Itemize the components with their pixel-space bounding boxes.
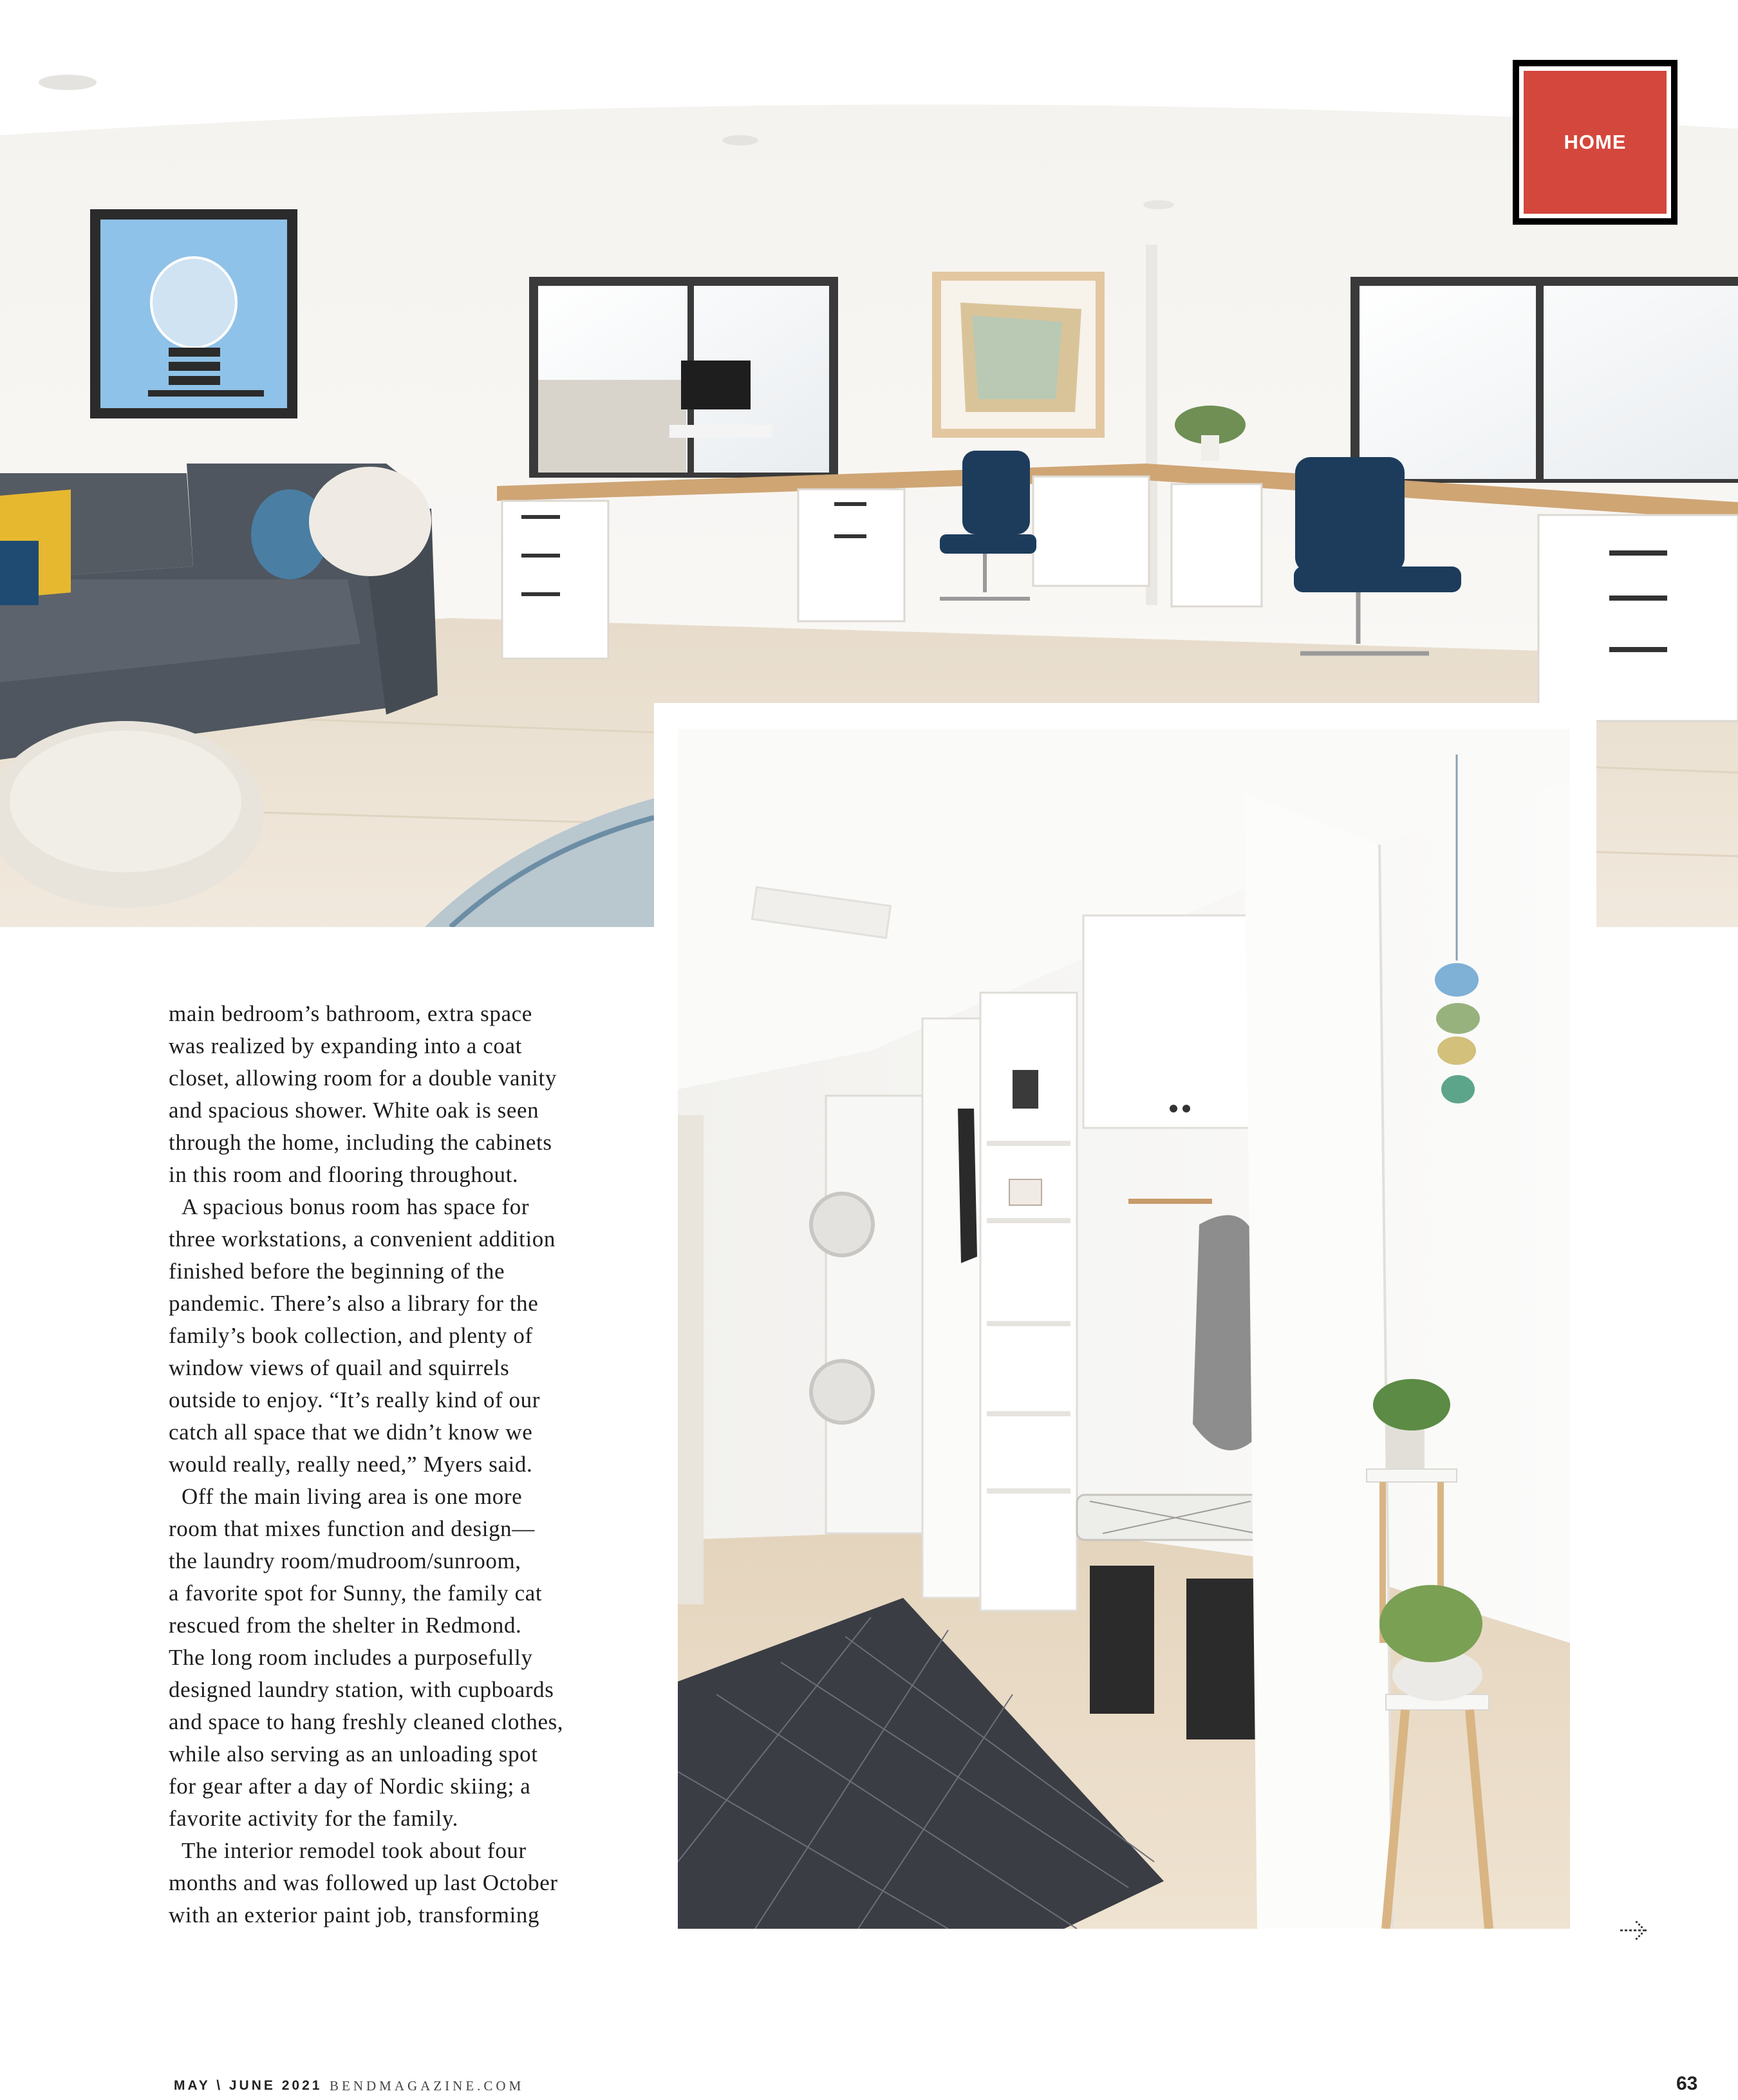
section-badge-label: HOME: [1564, 131, 1627, 153]
footer-issue-date: MAY \ JUNE 2021: [174, 2078, 322, 2093]
footer-website: BENDMAGAZINE.COM: [330, 2078, 525, 2094]
article-line: through the home, including the cabinets: [169, 1130, 552, 1155]
article-line: pandemic. There’s also a library for the: [169, 1291, 539, 1316]
article-line: outside to enjoy. “It’s really kind of our: [169, 1387, 540, 1412]
article-line: main bedroom’s bathroom, extra space: [169, 1001, 532, 1026]
article-line: catch all space that we didn’t know we: [169, 1420, 533, 1445]
article-line: months and was followed up last October: [169, 1870, 558, 1895]
article-line: closet, allowing room for a double vanity: [169, 1065, 557, 1091]
article-line: favorite activity for the family.: [169, 1806, 459, 1831]
article-line: with an exterior paint job, transforming: [169, 1902, 540, 1927]
article-line: a favorite spot for Sunny, the family cat: [169, 1580, 543, 1606]
article-line: the laundry room/mudroom/sunroom,: [169, 1548, 521, 1573]
article-line: The interior remodel took about four: [182, 1838, 527, 1863]
article-line: rescued from the shelter in Redmond.: [169, 1613, 522, 1638]
article-line: was realized by expanding into a coat: [169, 1033, 522, 1058]
article-line: and spacious shower. White oak is seen: [169, 1098, 539, 1123]
section-badge: [1513, 60, 1677, 225]
article-line: while also serving as an unloading spot: [169, 1741, 538, 1767]
article-line: The long room includes a purposefully: [169, 1645, 533, 1670]
article-line: room that mixes function and design—: [169, 1516, 535, 1541]
article-line: in this room and flooring throughout.: [169, 1162, 519, 1187]
page-number: 63: [1676, 2073, 1698, 2094]
article-line: finished before the beginning of the: [169, 1259, 505, 1284]
article-line: Off the main living area is one more: [182, 1484, 523, 1509]
article-line: three workstations, a convenient addition: [169, 1226, 556, 1252]
laundry-mudroom-photo: [678, 729, 1570, 1929]
article-line: designed laundry station, with cupboards: [169, 1677, 554, 1702]
article-line: A spacious bonus room has space for: [182, 1194, 530, 1219]
dotted-arrow-right-icon: [1619, 1917, 1650, 1943]
article-line: for gear after a day of Nordic skiing; a: [169, 1774, 531, 1799]
article-line: window views of quail and squirrels: [169, 1355, 510, 1380]
article-line: would really, really need,” Myers said.: [169, 1452, 533, 1477]
article-line: and space to hang freshly cleaned clothes,: [169, 1709, 564, 1734]
article-line: family’s book collection, and plenty of: [169, 1323, 533, 1348]
article-body: [169, 998, 632, 1931]
